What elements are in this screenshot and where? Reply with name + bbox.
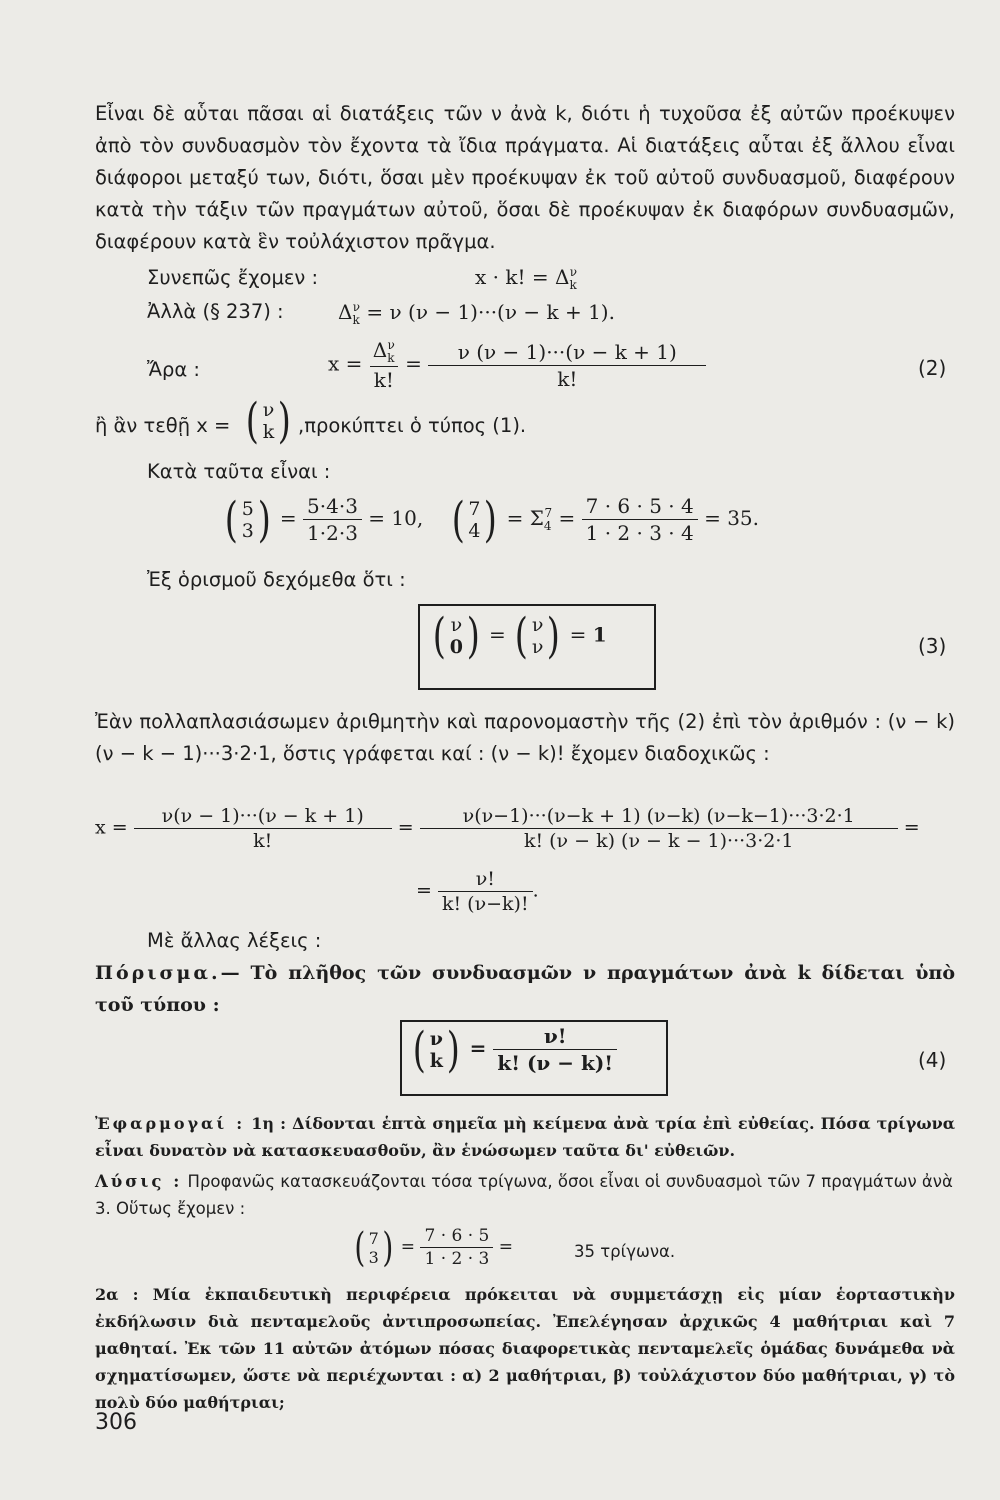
formula-derivation-result: = $\frac{\nu!}{k! (\nu-k)!}$ . [416,868,539,915]
formula-examples: ( 5 3 ) = $\frac{5\cdot 4\cdot 3}{1\cdot 2\cdot 3}$ = 10, ( 7 4 ) = $\Sigma_4^7$ = $\frac{7 \cdot 6 \cdot 5 \cdot 4}{1 \cdot 2 \cdot 3 \cdot 4}$ = 35. [224,491,760,548]
porisma-paragraph [95,957,955,1021]
label-ex-orismou: Ἐξ ὁρισμοῦ δεχόμεθα ὅτι : [147,568,406,591]
binomial-nu-k: ( ν k ) [245,393,292,449]
formula-derivation: x = $\frac{\nu(\nu - 1)\cdot\cdot\cdot(\nu - k + 1)}{k!}$ = $\frac{\nu(\nu-1)\cdot\cdot\cdot(\nu-k + 1) (\nu-k) (\nu-k-1)\cdot\cdot\cdot 3\cdot 2\cdot 1}{k! (\nu - k) (\nu - k - 1)\cdot\cdot\cdot 3\cdot 2\cdot 1}$ = [95,805,920,852]
formula-definition: ( ν 0 ) = ( ν ν ) = 1 [432,608,607,664]
porisma-label: Πόρισμα. [95,962,221,984]
label-me-allas: Μὲ ἄλλας λέξεις : [147,929,322,952]
solution-label: Λύσις : [95,1172,183,1191]
label-alla: Ἀλλὰ (§ 237) : [147,300,284,323]
formula-triangles: ( 7 3 ) = $\frac{7 \cdot 6 \cdot 5}{1 \cdot 2 \cdot 3}$ = [354,1224,513,1271]
formula-x-eq2: x = $\frac{\Delta_k^\nu}{k!}$ = $\frac{\nu (\nu - 1)\cdot\cdot\cdot(\nu - k + 1)}{k!}$ [328,338,706,392]
label-synepos: Συνεπῶς ἔχομεν : [147,266,319,289]
label-an-tethi: ἢ ἂν τεθῇ x = [95,414,231,437]
equation-number-3: (3) [918,634,947,658]
intro-paragraph: Εἶναι δὲ αὗται πᾶσαι αἱ διατάξεις τῶν ν ἀνὰ k, διότι ἡ τυχοῦσα ἐξ αὐτῶν προέκυψεν ἀπὸ τὸν συνδυασμὸν τὸν ἔχοντα τὰ ἴδια πράγματα. Αἱ διατάξεις αὗται ἐξ ἄλλου εἶναι διάφοροι μεταξύ των, διότι, ὅσαι μὲν προέκυψαν ἐκ τοῦ αὐτοῦ συνδυασμοῦ, διαφέρουν κατὰ τὴν τάξιν τῶν πραγμάτων αὐτοῦ, ὅσαι δὲ προέκυψαν ἐκ διαφόρων συνδυασμῶν, διαφέρουν κατὰ ἓν τοὐλάχιστον πρᾶγμα. [95,102,955,253]
equation-number-2: (2) [918,356,947,380]
solution-text: Προφανῶς κατασκευάζονται τόσα τρίγωνα, ὅσοι εἶναι οἱ συνδυασμοὶ τῶν 7 πραγμάτων ἀνὰ 3. Οὕτως ἔχομεν : [95,1172,953,1218]
label-kata-tauta: Κατὰ ταῦτα εἶναι : [147,460,331,483]
solution-paragraph [95,1168,955,1222]
text-prokyptei: ,προκύπτει ὁ τύπος (1). [298,414,527,437]
formula-arrangements: $\Delta_k^\nu = \nu$ (ν − 1)···(ν − k + 1). [338,300,615,327]
formula-x-k-factorial: x · k! = $\Delta_k^\nu$ [475,265,578,292]
multiply-paragraph: Ἐὰν πολλαπλασιάσωμεν ἀριθμητὴν καὶ παρονομαστὴν τῆς (2) ἐπὶ τὸν ἀριθμόν : (ν − k) (ν − k − 1)···3·2·1, ὅστις γράφεται καί : (ν − k)! ἔχομεν διαδοχικῶς : [95,710,955,765]
porisma-text: — Τὸ πλῆθος τῶν συνδυασμῶν ν πραγμάτων ἀνὰ k δίδεται ὑπὸ τοῦ τύπου : [95,962,955,1016]
application-1 [95,1110,955,1164]
formula-combinations: ( ν k ) = $\frac{\nu!}{k! (\nu - k)!}$ [410,1024,617,1075]
application-2: 2α : Μία ἐκπαιδευτικὴ περιφέρεια πρόκειται νὰ συμμετάσχῃ εἰς μίαν ἑορταστικὴν ἐκδήλωσιν διὰ πενταμελοῦς ἀντιπροσωπείας. Ἐπελέγησαν ἀρχικῶς 4 μαθήτριαι καὶ 7 μαθηταί. Ἐκ τῶν 11 αὐτῶν ἀτόμων πόσας διαφορετικὰς πενταμελεῖς ὁμάδας δυνάμεθα νὰ σχηματίσωμεν, ὥστε νὰ περιέχωνται : α) 2 μαθήτριαι, β) τοὐλάχιστον δύο μαθήτριαι, γ) τὸ πολὺ δύο μαθήτριαι; [95,1285,955,1412]
equation-number-4: (4) [918,1048,947,1072]
label-ara: Ἄρα : [147,358,200,381]
triangles-result: 35 τρίγωνα. [574,1242,676,1261]
applications-label: Ἐφαρμογαί : [95,1114,246,1133]
page-number: 306 [95,1410,137,1435]
application-1-text: 1η : Δίδονται ἑπτὰ σημεῖα μὴ κείμενα ἀνὰ τρία ἐπὶ εὐθείας. Πόσα τρίγωνα εἶναι δυνατὸν νὰ κατασκευασθοῦν, ἂν ἑνώσωμεν ταῦτα δι' εὐθειῶν. [95,1114,956,1160]
